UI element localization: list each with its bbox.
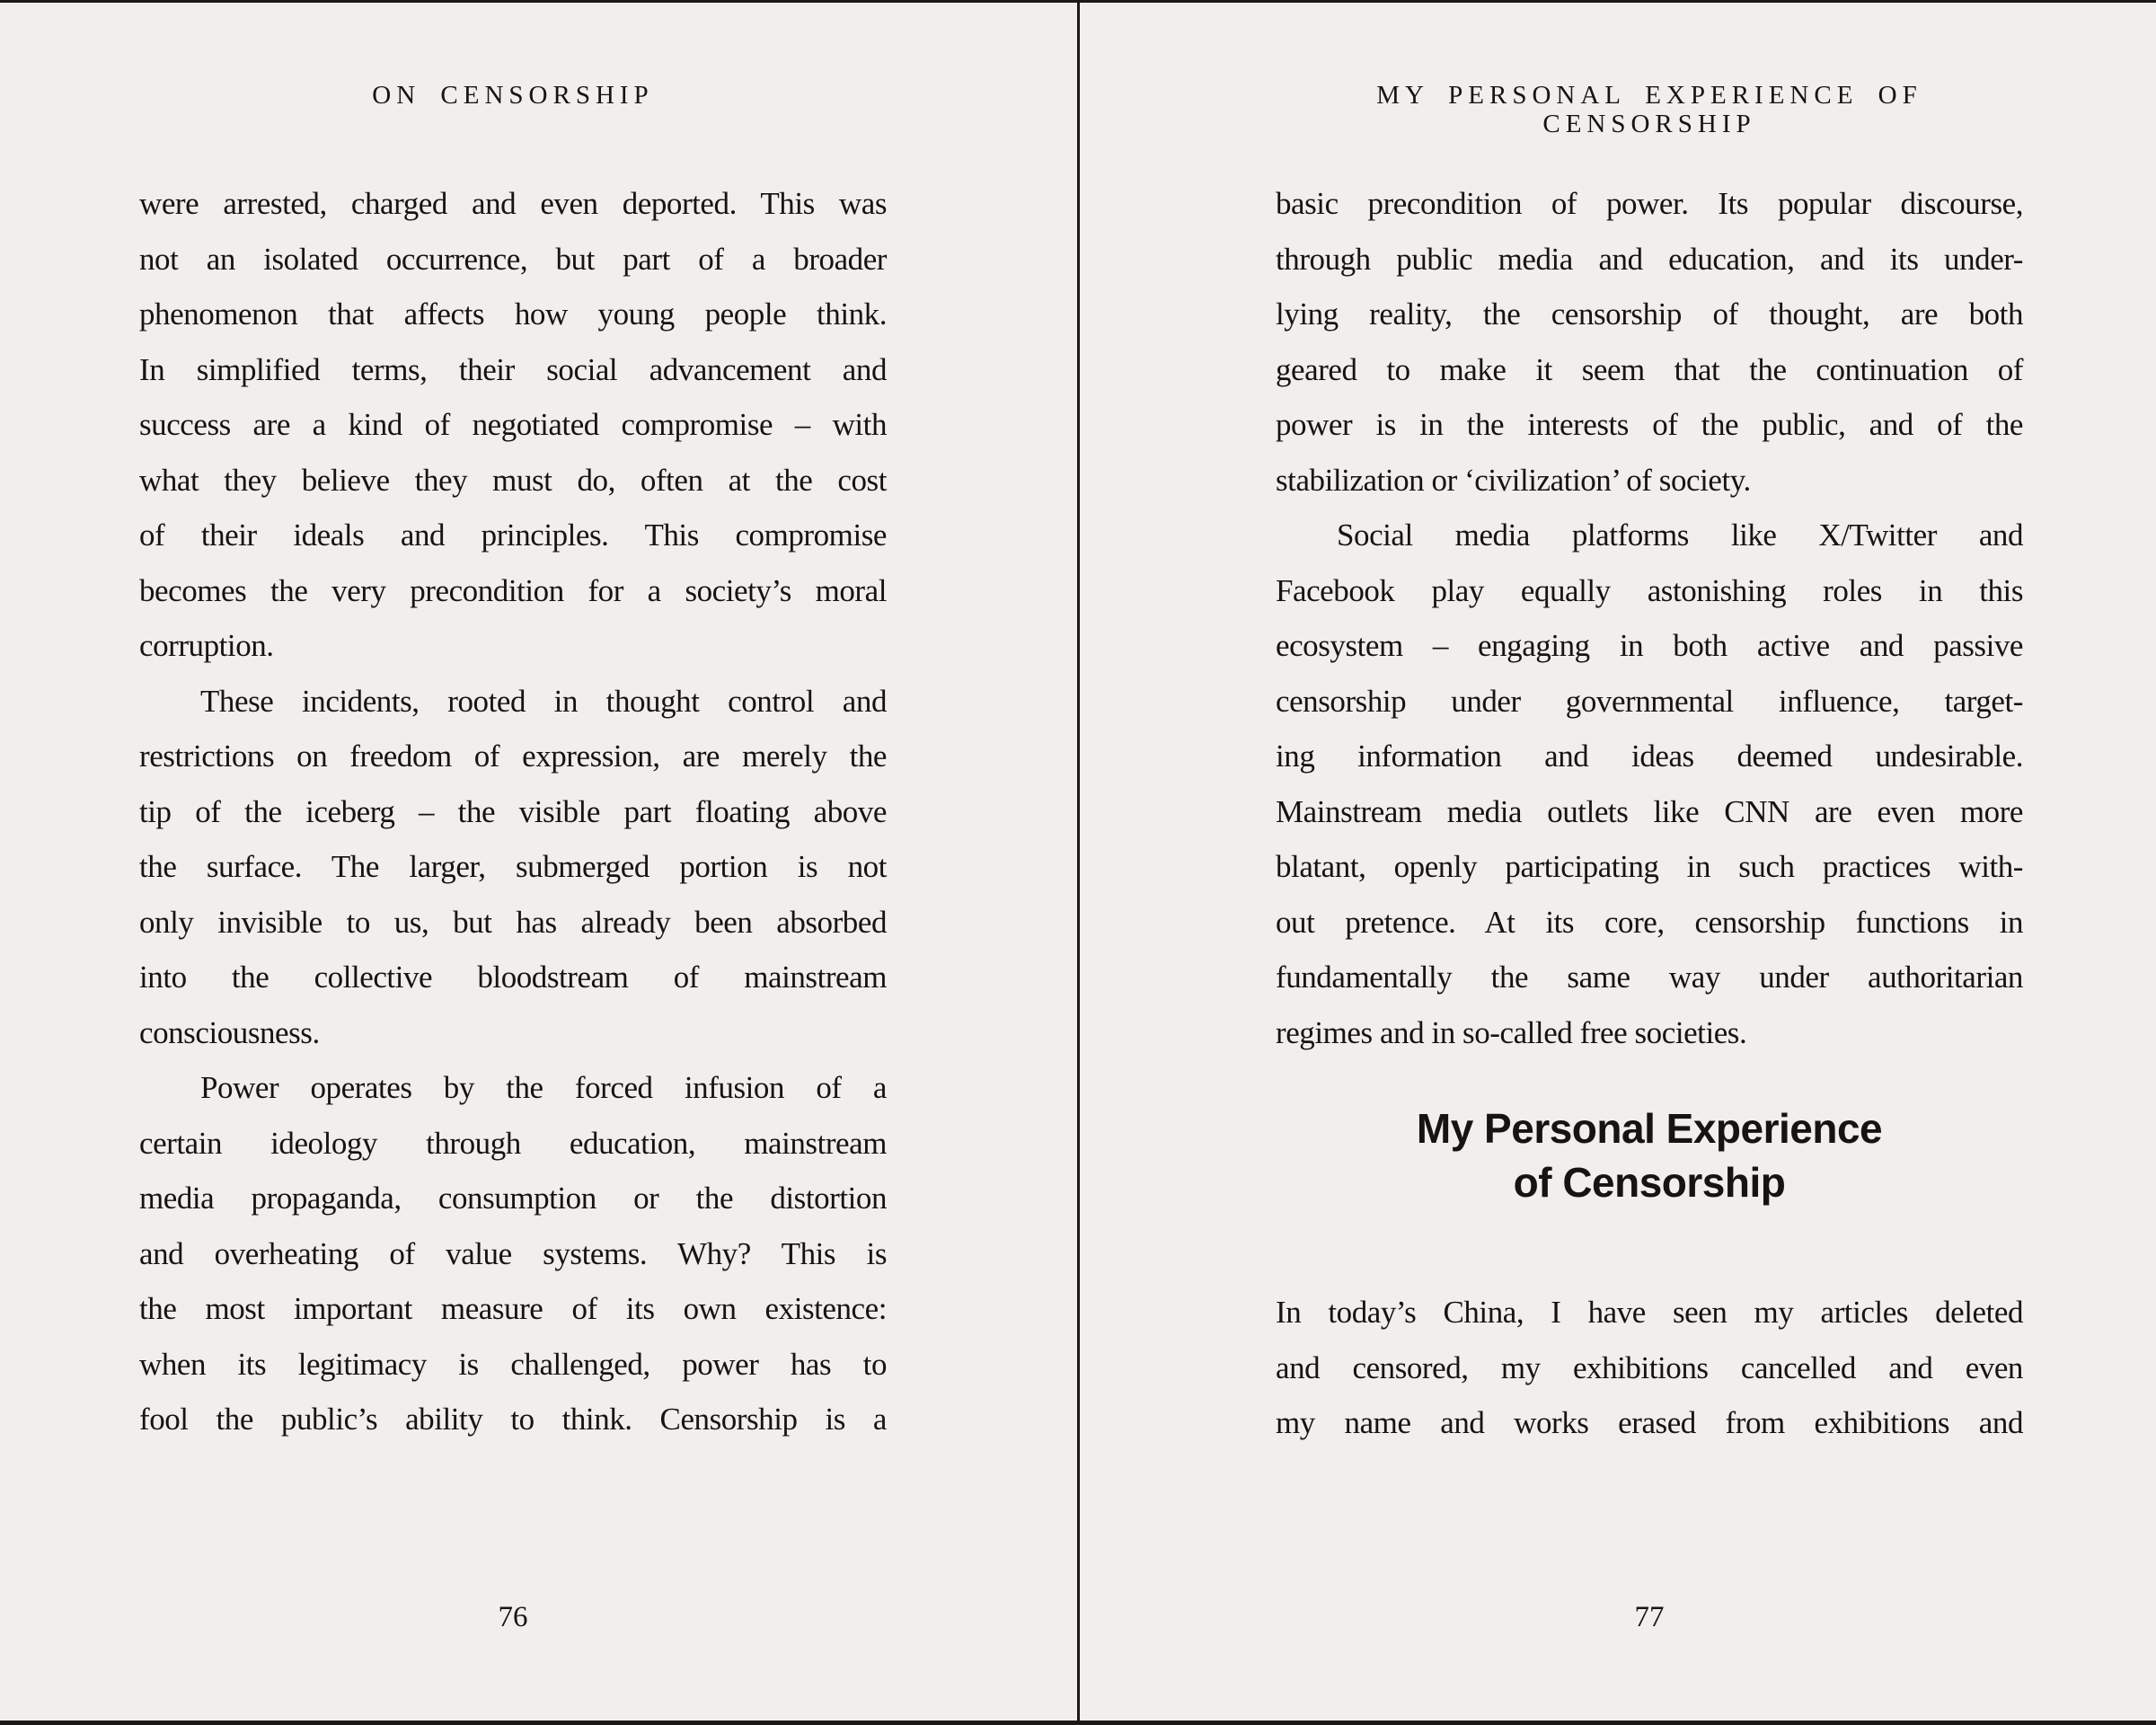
text-line: of their ideals and principles. This compromise [139, 518, 887, 553]
paragraph [1276, 176, 2023, 508]
running-head-left: ON CENSORSHIP [372, 81, 654, 110]
text-line: the most important measure of its own existence: [139, 1291, 887, 1326]
text-line: consciousness. [139, 1014, 320, 1050]
text-line: through public media and education, and its under- [1276, 241, 2023, 277]
text-line: media propaganda, consumption or the distortion [139, 1181, 887, 1216]
text-line: what they believe they must do, often at the cost [139, 462, 887, 498]
text-line: only invisible to us, but has already been absorbed [139, 904, 887, 940]
page-divider-rule [1077, 0, 1080, 1725]
text-line: my name and works erased from exhibitions and [1276, 1405, 2023, 1440]
text-line: geared to make it seem that the continuation of [1276, 351, 2023, 387]
text-line: In simplified terms, their social advancement and [139, 351, 887, 387]
right-page-paragraphs [1276, 176, 2023, 1060]
text-line: the surface. The larger, submerged portion is not [139, 849, 887, 884]
text-line: phenomenon that affects how young people think. [139, 296, 887, 332]
text-line: restrictions on freedom of expression, are merely the [139, 739, 887, 774]
right-page-body [1276, 176, 2023, 1451]
text-line: ecosystem – engaging in both active and passive [1276, 628, 2023, 663]
text-line: stabilization or ‘civilization’ of society. [1276, 462, 1751, 498]
right-page [1276, 0, 2023, 1725]
text-line: corruption. [139, 628, 274, 663]
right-page-paragraphs-after-heading [1276, 1285, 2023, 1451]
section-heading-line-2: of Censorship [1513, 1159, 1786, 1206]
text-line: In today’s China, I have seen my articles deleted [1276, 1295, 2023, 1330]
text-line: when its legitimacy is challenged, power has to [139, 1346, 887, 1382]
text-line: Social media platforms like X/Twitter and [1337, 518, 2023, 553]
left-page-body [139, 176, 887, 1447]
text-line: tip of the iceberg – the visible part floating above [139, 793, 887, 829]
text-line: not an isolated occurrence, but part of a broader [139, 241, 887, 277]
text-line: blatant, openly participating in such practices with- [1276, 849, 2023, 884]
text-line: fool the public’s ability to think. Censorship is a [139, 1402, 887, 1437]
left-page [139, 0, 887, 1725]
page-number-left: 76 [498, 1601, 528, 1633]
running-head-right: MY PERSONAL EXPERIENCE OF CENSORSHIP [1376, 81, 1922, 138]
section-heading [1276, 1101, 2023, 1209]
text-line: and censored, my exhibitions cancelled and even [1276, 1349, 2023, 1385]
text-line: ing information and ideas deemed undesirable. [1276, 739, 2023, 774]
text-line: Power operates by the forced infusion of a [200, 1070, 887, 1105]
text-line: fundamentally the same way under authoritarian [1276, 960, 2023, 995]
text-line: becomes the very precondition for a society’s moral [139, 572, 887, 608]
text-line: These incidents, rooted in thought control and [200, 683, 887, 719]
text-line: certain ideology through education, mainstream [139, 1125, 887, 1161]
text-line: into the collective bloodstream of mainstream [139, 960, 887, 995]
section-heading-line-1: My Personal Experience [1416, 1105, 1883, 1152]
text-line: out pretence. At its core, censorship functions in [1276, 904, 2023, 940]
text-line: power is in the interests of the public, and of the [1276, 407, 2023, 442]
text-line: were arrested, charged and even deported. This was [139, 186, 887, 221]
text-line: success are a kind of negotiated compromise – with [139, 407, 887, 442]
page-number-right: 77 [1634, 1601, 1665, 1633]
paragraph [1276, 508, 2023, 1060]
text-line: and overheating of value systems. Why? This is [139, 1235, 887, 1271]
text-line: Facebook play equally astonishing roles in this [1276, 572, 2023, 608]
text-line: lying reality, the censorship of thought, are both [1276, 296, 2023, 332]
paragraph [139, 1060, 887, 1447]
bottom-edge-rule [0, 1721, 2156, 1725]
text-line: Mainstream media outlets like CNN are even more [1276, 793, 2023, 829]
text-line: basic precondition of power. Its popular discourse, [1276, 186, 2023, 221]
paragraph [1276, 1285, 2023, 1451]
paragraph [139, 674, 887, 1061]
text-line: censorship under governmental influence, target- [1276, 683, 2023, 719]
paragraph [139, 176, 887, 674]
text-line: regimes and in so-called free societies. [1276, 1014, 1747, 1050]
